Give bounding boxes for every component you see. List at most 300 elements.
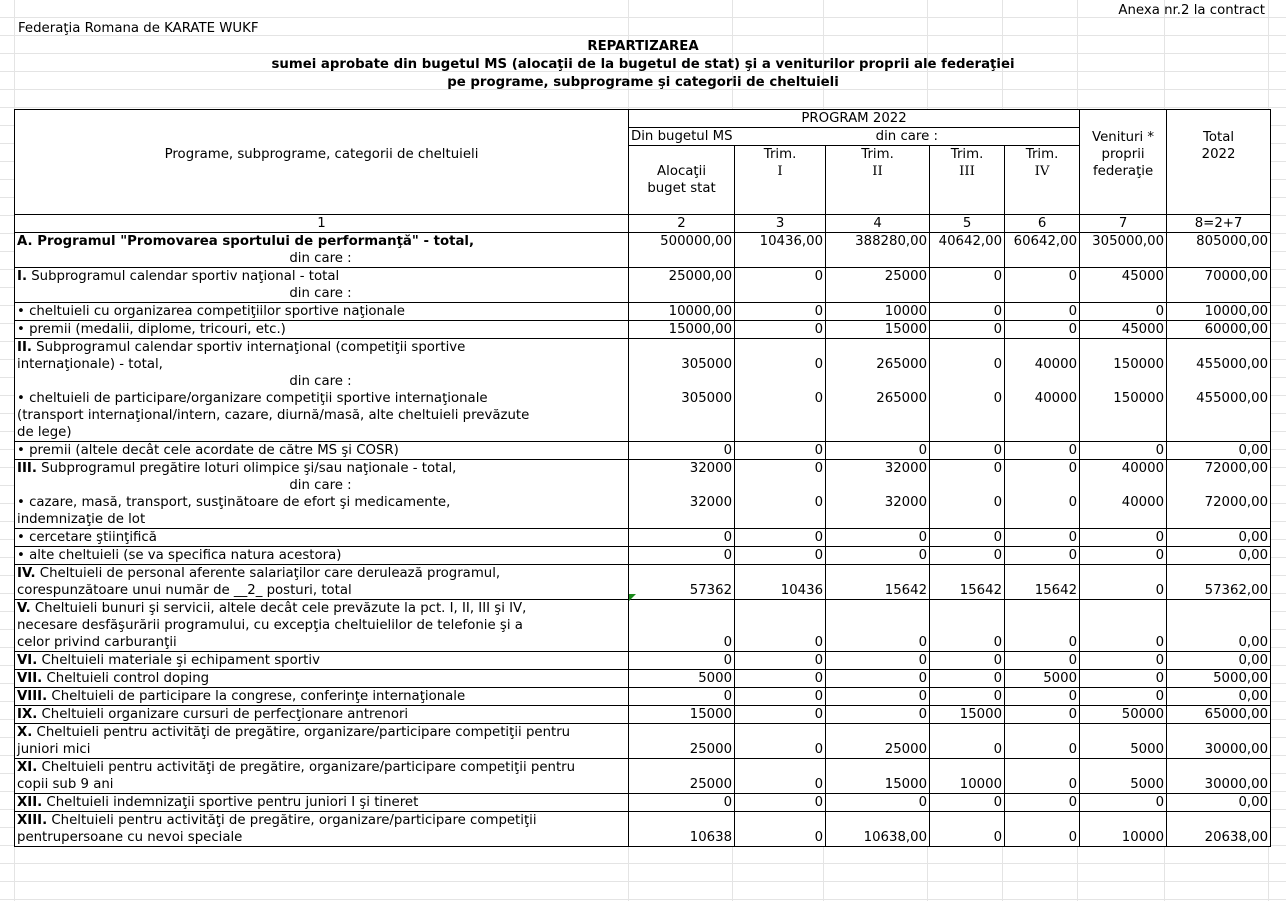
value-cell: 45000 xyxy=(1080,268,1167,286)
value-cell: 0 xyxy=(930,529,1005,547)
value-cell: 0 xyxy=(930,652,1005,670)
value-cell: 0 xyxy=(1005,776,1080,794)
value-cell xyxy=(629,724,735,742)
alocatii-header-2: buget stat xyxy=(629,180,735,197)
value-cell: 0 xyxy=(735,356,826,373)
value-cell xyxy=(629,617,735,634)
row-text: • premii (medalii, diplome, tricouri, etc.) xyxy=(17,322,286,337)
value-cell xyxy=(826,812,930,830)
value-cell: 0 xyxy=(930,321,1005,339)
value-cell: 0 xyxy=(1005,706,1080,724)
value-cell: 0 xyxy=(1080,794,1167,812)
value-cell: 0 xyxy=(930,303,1005,321)
value-cell: 0 xyxy=(735,390,826,407)
value-cell: 5000 xyxy=(1080,776,1167,794)
value-cell: 0,00 xyxy=(1167,652,1271,670)
value-cell xyxy=(1005,407,1080,424)
table-row xyxy=(15,268,1271,286)
row-number: A. Programul "Promovarea sportului de performanţă" - total, xyxy=(17,234,475,249)
row-text: din care : xyxy=(289,286,352,301)
value-cell xyxy=(1005,617,1080,634)
value-cell: 0 xyxy=(735,652,826,670)
table-row xyxy=(15,582,1271,600)
row-text: copii sub 9 ani xyxy=(17,777,114,792)
value-cell: 25000 xyxy=(826,741,930,759)
value-cell xyxy=(735,477,826,494)
value-cell: 0 xyxy=(826,706,930,724)
value-cell: 265000 xyxy=(826,390,930,407)
row-label xyxy=(15,776,629,794)
value-cell xyxy=(1080,600,1167,618)
row-label xyxy=(15,617,629,634)
value-cell: 72000,00 xyxy=(1167,494,1271,511)
value-cell: 0 xyxy=(826,529,930,547)
table-row xyxy=(15,600,1271,618)
value-cell: 10000 xyxy=(1080,829,1167,847)
value-cell xyxy=(826,617,930,634)
row-label xyxy=(15,250,629,268)
value-cell: 60000,00 xyxy=(1167,321,1271,339)
value-cell: 5000 xyxy=(629,670,735,688)
value-cell: 0 xyxy=(629,547,735,565)
value-cell: 0 xyxy=(1005,547,1080,565)
value-cell xyxy=(826,285,930,303)
value-cell xyxy=(629,812,735,830)
value-cell xyxy=(629,285,735,303)
table-row xyxy=(15,250,1271,268)
value-cell: 30000,00 xyxy=(1167,776,1271,794)
row-label xyxy=(15,741,629,759)
value-cell: 0 xyxy=(930,741,1005,759)
value-cell: 0 xyxy=(826,794,930,812)
trim-1-numeral: I xyxy=(735,163,826,180)
value-cell xyxy=(1167,373,1271,390)
value-cell xyxy=(1167,339,1271,357)
row-number: IV. xyxy=(17,566,36,581)
row-text: Cheltuieli bunuri şi servicii, altele decât cele prevăzute la pct. I, II, III şi IV, xyxy=(30,601,527,616)
row-label xyxy=(15,339,629,357)
table-row xyxy=(15,617,1271,634)
value-cell: 0 xyxy=(1005,794,1080,812)
value-cell xyxy=(629,759,735,777)
value-cell xyxy=(1080,424,1167,442)
value-cell xyxy=(826,407,930,424)
value-cell: 15642 xyxy=(826,582,930,600)
value-cell xyxy=(930,565,1005,583)
column-number-4: 4 xyxy=(826,215,930,233)
value-cell: 0 xyxy=(826,652,930,670)
row-label xyxy=(15,547,629,565)
value-cell xyxy=(629,477,735,494)
value-cell xyxy=(1167,407,1271,424)
value-cell: 25000,00 xyxy=(629,268,735,286)
value-cell: 0 xyxy=(930,634,1005,652)
row-label xyxy=(15,303,629,321)
row-label xyxy=(15,652,629,670)
row-text: Cheltuieli indemnizaţii sportive pentru juniori I şi tineret xyxy=(42,795,419,810)
table-row xyxy=(15,373,1271,390)
value-cell: 65000,00 xyxy=(1167,706,1271,724)
row-label xyxy=(15,706,629,724)
row-text: celor privind carburanţii xyxy=(17,635,177,650)
program-header: PROGRAM 2022 xyxy=(629,110,1080,128)
value-cell: 25000 xyxy=(629,776,735,794)
value-cell xyxy=(1005,812,1080,830)
value-cell xyxy=(1080,285,1167,303)
cell-comment-marker xyxy=(629,594,636,601)
value-cell xyxy=(1080,724,1167,742)
value-cell: 25000 xyxy=(629,741,735,759)
value-cell: 0 xyxy=(1005,741,1080,759)
trim-3-label: Trim. xyxy=(930,146,1005,164)
venituri-header-1: Venituri * xyxy=(1080,128,1167,146)
row-label xyxy=(15,460,629,478)
table-row xyxy=(15,776,1271,794)
row-label xyxy=(15,373,629,390)
table-row xyxy=(15,741,1271,759)
value-cell: 0 xyxy=(1005,268,1080,286)
row-number: VII. xyxy=(17,671,43,686)
value-cell: 0 xyxy=(735,829,826,847)
trim-3-numeral: III xyxy=(930,163,1005,180)
value-cell xyxy=(1167,250,1271,268)
value-cell: 0 xyxy=(735,706,826,724)
value-cell xyxy=(930,724,1005,742)
value-cell xyxy=(1167,724,1271,742)
row-text: din care : xyxy=(289,478,352,493)
value-cell: 0 xyxy=(1080,688,1167,706)
value-cell xyxy=(735,339,826,357)
table-row xyxy=(15,511,1271,529)
value-cell: 32000 xyxy=(826,494,930,511)
row-text: • cazare, masă, transport, susţinătoare de efort şi medicamente, xyxy=(17,495,451,510)
row-text: • cheltuieli de participare/organizare competiţii sportive internaţionale xyxy=(17,391,488,406)
value-cell: 0 xyxy=(735,794,826,812)
row-text: din care : xyxy=(289,251,352,266)
row-text: Subprogramul pregătire loturi olimpice şi/sau naţionale - total, xyxy=(36,461,457,476)
row-text: juniori mici xyxy=(17,742,91,757)
row-number: XI. xyxy=(17,760,38,775)
row-label xyxy=(15,529,629,547)
value-cell: 0 xyxy=(1005,460,1080,478)
value-cell xyxy=(1167,285,1271,303)
row-text: din care : xyxy=(289,374,352,389)
value-cell xyxy=(735,285,826,303)
table-row xyxy=(15,477,1271,494)
value-cell xyxy=(930,600,1005,618)
value-cell xyxy=(1080,373,1167,390)
value-cell: 0 xyxy=(735,268,826,286)
value-cell xyxy=(826,724,930,742)
value-cell xyxy=(1005,600,1080,618)
value-cell: 0 xyxy=(629,794,735,812)
row-text: necesare desfăşurării programului, cu excepţia cheltuielilor de telefonie şi a xyxy=(17,618,523,633)
row-label xyxy=(15,390,629,407)
table-row xyxy=(15,460,1271,478)
value-cell xyxy=(1080,250,1167,268)
value-cell xyxy=(735,373,826,390)
trim-1-label: Trim. xyxy=(735,146,826,164)
value-cell: 57362,00 xyxy=(1167,582,1271,600)
row-number: VI. xyxy=(17,653,38,668)
value-cell: 15000 xyxy=(826,776,930,794)
value-cell xyxy=(1080,477,1167,494)
value-cell xyxy=(1005,339,1080,357)
table-row xyxy=(15,303,1271,321)
value-cell: 0 xyxy=(735,670,826,688)
row-text: corespunzătoare unui număr de __2_ posturi, total xyxy=(17,583,352,598)
value-cell xyxy=(735,600,826,618)
value-cell: 455000,00 xyxy=(1167,356,1271,373)
column-number-1: 1 xyxy=(15,215,629,233)
value-cell xyxy=(826,373,930,390)
value-cell: 32000 xyxy=(629,460,735,478)
value-cell: 0 xyxy=(826,670,930,688)
table-row xyxy=(15,339,1271,357)
table-row xyxy=(15,494,1271,511)
row-label xyxy=(15,511,629,529)
din-care-header: din care : xyxy=(735,128,1080,146)
value-cell: 0 xyxy=(1005,688,1080,706)
value-cell xyxy=(735,565,826,583)
trim-2-label: Trim. xyxy=(826,146,930,164)
row-text: Cheltuieli pentru activităţi de pregătire, organizare/participare competiţii pentru xyxy=(37,760,576,775)
value-cell xyxy=(735,511,826,529)
value-cell: 0 xyxy=(1080,582,1167,600)
value-cell: 305000,00 xyxy=(1080,233,1167,251)
value-cell: 10000,00 xyxy=(1167,303,1271,321)
row-text: Cheltuieli de participare la congrese, conferinţe internaţionale xyxy=(47,689,466,704)
value-cell xyxy=(1005,250,1080,268)
row-text: Cheltuieli de personal aferente salariaţilor care derulează programul, xyxy=(35,566,501,581)
value-cell: 57362 xyxy=(629,582,735,600)
value-cell: 32000 xyxy=(826,460,930,478)
value-cell xyxy=(1005,285,1080,303)
value-cell: 0,00 xyxy=(1167,634,1271,652)
row-number: VIII. xyxy=(17,689,48,704)
column-number-5: 5 xyxy=(930,215,1005,233)
total-header-2: 2022 xyxy=(1167,146,1271,164)
value-cell: 0 xyxy=(826,634,930,652)
row-label xyxy=(15,688,629,706)
value-cell: 25000 xyxy=(826,268,930,286)
document-title: REPARTIZAREA xyxy=(587,39,699,54)
value-cell xyxy=(1167,759,1271,777)
value-cell xyxy=(1167,812,1271,830)
row-number: III. xyxy=(17,461,37,476)
value-cell: 0 xyxy=(930,829,1005,847)
row-label xyxy=(15,565,629,583)
value-cell xyxy=(735,759,826,777)
value-cell: 388280,00 xyxy=(826,233,930,251)
row-text: Cheltuieli materiale şi echipament sportiv xyxy=(37,653,320,668)
value-cell xyxy=(1080,617,1167,634)
value-cell: 0 xyxy=(735,494,826,511)
row-label xyxy=(15,759,629,777)
value-cell: 0 xyxy=(1005,829,1080,847)
row-label xyxy=(15,424,629,442)
value-cell xyxy=(1167,600,1271,618)
total-header-1: Total xyxy=(1167,128,1271,146)
table-row xyxy=(15,565,1271,583)
value-cell xyxy=(735,812,826,830)
value-cell xyxy=(629,424,735,442)
table-row xyxy=(15,812,1271,830)
value-cell xyxy=(629,250,735,268)
table-row xyxy=(15,634,1271,652)
value-cell: 0 xyxy=(1080,652,1167,670)
value-cell: 0 xyxy=(930,460,1005,478)
trim-2-numeral: II xyxy=(826,163,930,180)
document-subtitle-2: pe programe, subprograme şi categorii de cheltuieli xyxy=(447,75,839,90)
row-label xyxy=(15,477,629,494)
value-cell xyxy=(629,565,735,583)
row-text: Cheltuieli pentru activităţi de pregătire, organizare/participare competiţii xyxy=(47,813,537,828)
value-cell: 15642 xyxy=(1005,582,1080,600)
row-text: Subprogramul calendar sportiv internaţional (competiţii sportive xyxy=(31,340,466,355)
value-cell xyxy=(930,812,1005,830)
value-cell: 0 xyxy=(1080,529,1167,547)
value-cell: 0 xyxy=(629,529,735,547)
budget-table xyxy=(14,109,1271,847)
row-text: • premii (altele decât cele acordate de către MS şi COSR) xyxy=(17,443,399,458)
value-cell: 32000 xyxy=(629,494,735,511)
value-cell: 45000 xyxy=(1080,321,1167,339)
value-cell: 0 xyxy=(930,442,1005,460)
value-cell: 0 xyxy=(826,688,930,706)
value-cell xyxy=(1080,511,1167,529)
row-number: XIII. xyxy=(17,813,48,828)
value-cell xyxy=(826,759,930,777)
value-cell: 0 xyxy=(735,634,826,652)
value-cell: 0 xyxy=(930,688,1005,706)
value-cell xyxy=(1005,373,1080,390)
value-cell: 0 xyxy=(930,547,1005,565)
value-cell xyxy=(930,759,1005,777)
value-cell: 40000 xyxy=(1005,390,1080,407)
value-cell: 72000,00 xyxy=(1167,460,1271,478)
value-cell xyxy=(735,424,826,442)
value-cell: 0 xyxy=(1005,634,1080,652)
row-text: internaţionale) - total, xyxy=(17,357,163,372)
value-cell: 0 xyxy=(1080,670,1167,688)
value-cell: 15000,00 xyxy=(629,321,735,339)
value-cell: 0 xyxy=(629,634,735,652)
value-cell: 0 xyxy=(930,268,1005,286)
value-cell xyxy=(629,407,735,424)
row-label xyxy=(15,442,629,460)
value-cell: 0 xyxy=(735,460,826,478)
value-cell: 0 xyxy=(1005,529,1080,547)
value-cell: 0 xyxy=(735,529,826,547)
value-cell: 20638,00 xyxy=(1167,829,1271,847)
value-cell xyxy=(1005,477,1080,494)
venituri-header-3: federaţie xyxy=(1080,163,1167,180)
row-text: (transport internaţional/intern, cazare, diurnă/masă, alte cheltuieli prevăzute xyxy=(17,408,530,423)
value-cell xyxy=(930,339,1005,357)
value-cell: 0 xyxy=(930,494,1005,511)
value-cell: 5000 xyxy=(1080,741,1167,759)
value-cell xyxy=(1005,565,1080,583)
annex-label: Anexa nr.2 la contract xyxy=(1118,3,1265,18)
value-cell: 305000 xyxy=(629,390,735,407)
value-cell: 0 xyxy=(1005,442,1080,460)
row-label xyxy=(15,233,629,251)
row-text: de lege) xyxy=(17,425,72,440)
row-number: V. xyxy=(17,601,31,616)
value-cell xyxy=(735,724,826,742)
value-cell xyxy=(1080,339,1167,357)
value-cell: 0,00 xyxy=(1167,442,1271,460)
value-cell: 0 xyxy=(826,547,930,565)
value-cell: 0 xyxy=(735,547,826,565)
row-text: • cheltuieli cu organizarea competiţiilor sportive naţionale xyxy=(17,304,405,319)
value-cell xyxy=(629,339,735,357)
value-cell xyxy=(1167,477,1271,494)
value-cell: 0 xyxy=(629,652,735,670)
value-cell: 0 xyxy=(629,688,735,706)
column-number-2: 2 xyxy=(629,215,735,233)
value-cell xyxy=(629,600,735,618)
value-cell: 0 xyxy=(1080,303,1167,321)
row-label xyxy=(15,321,629,339)
value-cell: 40642,00 xyxy=(930,233,1005,251)
value-cell: 0,00 xyxy=(1167,529,1271,547)
table-row xyxy=(15,321,1271,339)
value-cell: 5000,00 xyxy=(1167,670,1271,688)
table-row xyxy=(15,424,1271,442)
value-cell: 0 xyxy=(1005,321,1080,339)
value-cell: 305000 xyxy=(629,356,735,373)
venituri-header-2: proprii xyxy=(1080,146,1167,164)
value-cell: 50000 xyxy=(1080,706,1167,724)
din-buget-header: Din bugetul MS xyxy=(629,128,735,146)
row-label xyxy=(15,812,629,830)
row-text: • cercetare ştiinţifică xyxy=(17,530,157,545)
value-cell xyxy=(735,250,826,268)
value-cell: 0 xyxy=(629,442,735,460)
value-cell xyxy=(930,285,1005,303)
value-cell: 10638 xyxy=(629,829,735,847)
value-cell xyxy=(1005,724,1080,742)
row-number: X. xyxy=(17,725,33,740)
table-row xyxy=(15,356,1271,373)
table-row xyxy=(15,794,1271,812)
row-text: indemnizaţie de lot xyxy=(17,512,146,527)
value-cell: 0 xyxy=(735,442,826,460)
value-cell xyxy=(930,407,1005,424)
row-label xyxy=(15,494,629,511)
value-cell xyxy=(735,617,826,634)
value-cell xyxy=(930,617,1005,634)
value-cell: 0 xyxy=(735,321,826,339)
value-cell: 10638,00 xyxy=(826,829,930,847)
value-cell xyxy=(930,424,1005,442)
value-cell xyxy=(826,424,930,442)
row-label xyxy=(15,582,629,600)
table-row xyxy=(15,233,1271,251)
table-row xyxy=(15,407,1271,424)
column-number-3: 3 xyxy=(735,215,826,233)
value-cell xyxy=(826,565,930,583)
table-row xyxy=(15,547,1271,565)
value-cell: 0 xyxy=(1080,442,1167,460)
value-cell: 455000,00 xyxy=(1167,390,1271,407)
value-cell: 150000 xyxy=(1080,390,1167,407)
value-cell: 805000,00 xyxy=(1167,233,1271,251)
row-label xyxy=(15,356,629,373)
value-cell: 10000 xyxy=(930,776,1005,794)
